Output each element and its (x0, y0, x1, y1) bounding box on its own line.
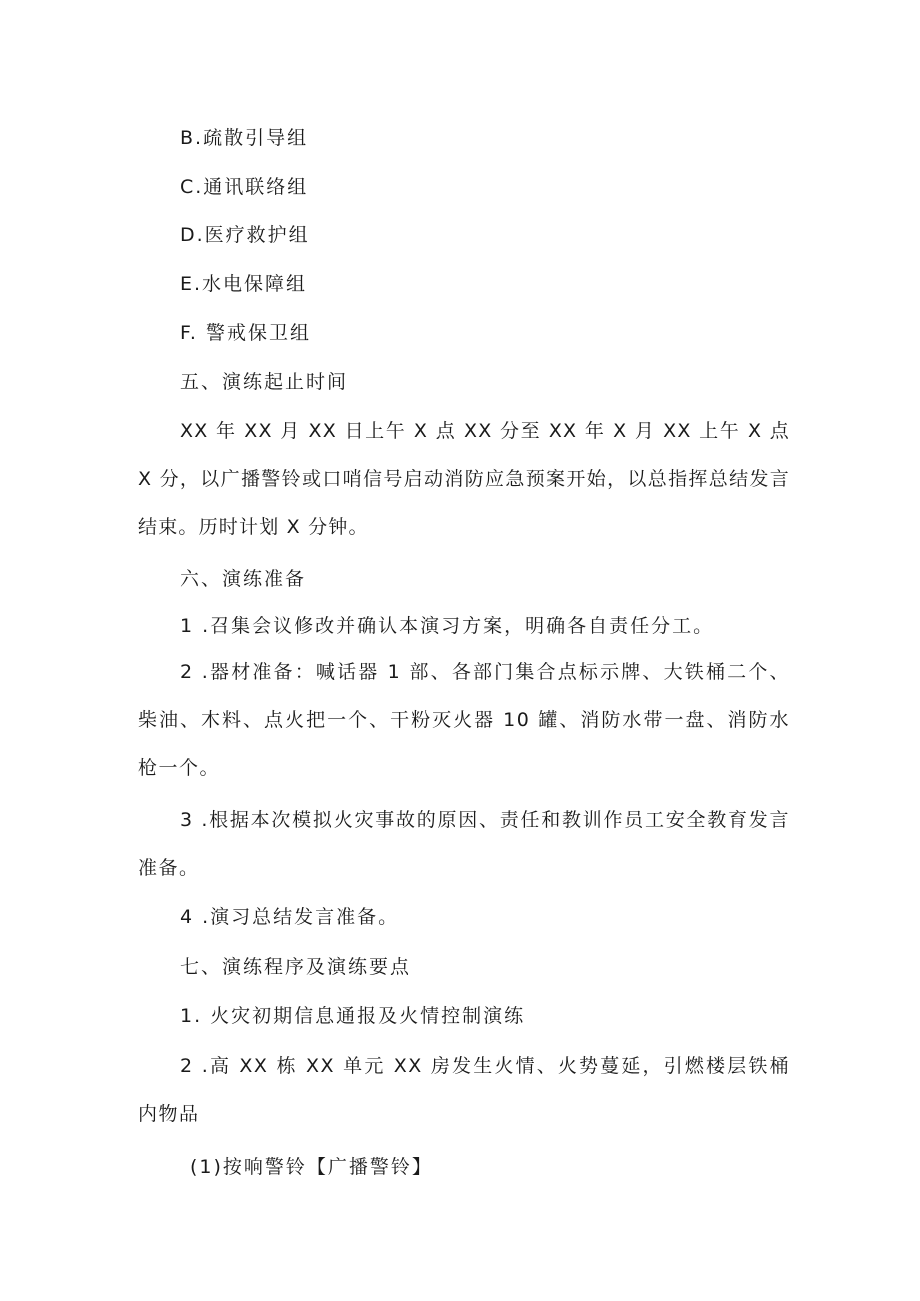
prep-item-4: 4 .演习总结发言准备。 (180, 906, 400, 928)
prep-item-3: 3 .根据本次模拟火灾事故的原因、责任和教训作员工安全教育发言准备。 (138, 809, 790, 879)
team-item-communication: C.通讯联络组 (180, 176, 309, 198)
team-item-medical: D.医疗救护组 (180, 224, 310, 246)
prep-item-1: 1 .召集会议修改并确认本演习方案，明确各自责任分工。 (180, 615, 715, 637)
prep-item-2: 2 .器材准备：喊话器 1 部、各部门集合点标示牌、大铁桶二个、柴油、木料、点火把一个、干粉灭火器 10 罐、消防水带一盘、消防水枪一个。 (138, 661, 790, 779)
procedure-subitem-1: (1)按响警铃【广播警铃】 (190, 1156, 433, 1178)
procedure-item-2: 2 .高 XX 栋 XX 单元 XX 房发生火情、火势蔓延，引燃楼层铁桶内物品 (138, 1055, 790, 1125)
team-item-security: F. 警戒保卫组 (180, 322, 311, 344)
team-item-evacuation: B.疏散引导组 (180, 127, 309, 149)
team-item-utilities: E.水电保障组 (180, 273, 308, 295)
paragraph-drill-time: XX 年 XX 月 XX 日上午 X 点 XX 分至 XX 年 X 月 XX 上午 X 点 X 分，以广播警铃或口哨信号启动消防应急预案开始，以总指挥总结发言结束。历时计划 X 分钟。 (138, 420, 790, 538)
section-heading-preparation: 六、演练准备 (180, 568, 307, 590)
section-heading-time: 五、演练起止时间 (180, 371, 349, 393)
section-heading-procedure: 七、演练程序及演练要点 (180, 956, 412, 978)
procedure-item-1: 1. 火灾初期信息通报及火情控制演练 (180, 1005, 526, 1027)
